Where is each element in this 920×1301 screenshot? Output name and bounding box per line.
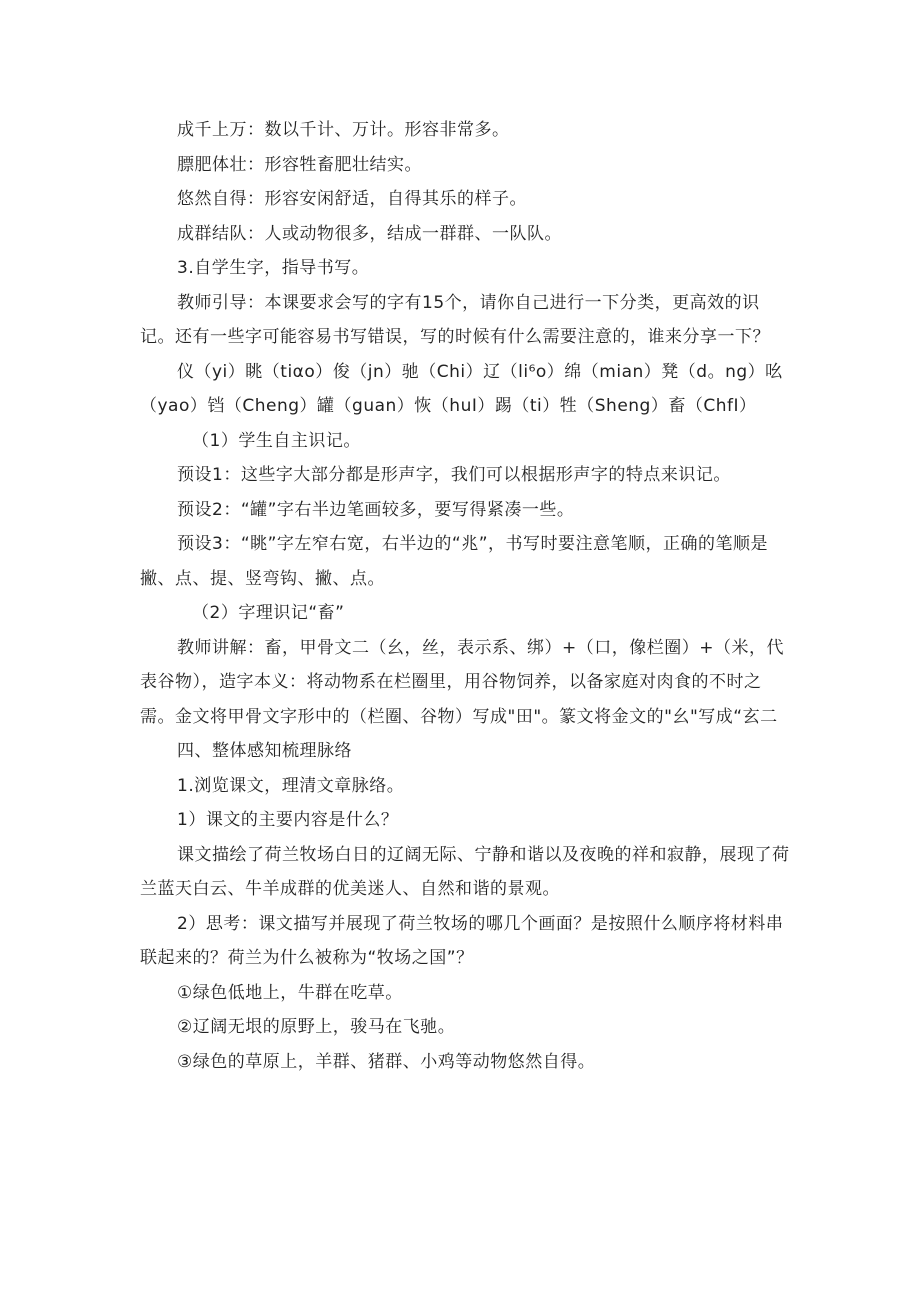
paragraph-preset-2: 预设2：“罐”字右半边笔画较多，要写得紧凑一些。 bbox=[177, 499, 575, 520]
paragraph-preset-3: 预设3：“眺”字左窄右宽，右半边的“兆”，书写时要注意笔顺，正确的笔顺是撇、点、提、竖弯钩、撇、点。 bbox=[140, 534, 769, 589]
paragraph-idiom-4: 成群结队：人或动物很多，结成一群群、一队队。 bbox=[177, 223, 562, 244]
question-2: 2）思考：课文描写并展现了荷兰牧场的哪几个画面？是按照什么顺序将材料串联起来的？荷兰为什么被称为“牧场之国”？ bbox=[140, 913, 784, 968]
subheading-self-study: （1）学生自主识记。 bbox=[192, 430, 361, 451]
paragraph-preset-1: 预设1：这些字大部分都是形声字，我们可以根据形声字的特点来识记。 bbox=[177, 465, 731, 485]
paragraph-character-list: 仪（yi）眺（tiαo）俊（jn）驰（Chi）辽（li⁶o）绵（mian）凳（d。ng）吆（yao）铛（Cheng）罐（guan）恢（huI）踢（ti）牲（Sheng）畜（ChfI） bbox=[140, 361, 783, 416]
paragraph-idiom-3: 悠然自得：形容安闲舒适，自得其乐的样子。 bbox=[177, 189, 527, 209]
section-heading-4: 四、整体感知梳理脉络 bbox=[177, 741, 352, 761]
paragraph-idiom-1: 成千上万：数以千计、万计。形容非常多。 bbox=[177, 120, 510, 140]
paragraph-answer-1: 课文描绘了荷兰牧场白日的辽阔无际、宁静和谐以及夜晚的祥和寂静，展现了荷兰蓝天白云、牛羊成群的优美迷人、自然和谐的景观。 bbox=[140, 844, 790, 899]
list-item-1: ①绿色低地上，牛群在吃草。 bbox=[177, 982, 403, 1003]
paragraph-teacher-guide: 教师引导：本课要求会写的字有15个，请你自己进行一下分类，更高效的识记。还有一些字可能容易书写错误，写的时候有什么需要注意的，谁来分享一下？ bbox=[140, 292, 770, 347]
list-item-2: ②辽阔无垠的原野上，骏马在飞驰。 bbox=[177, 1017, 456, 1037]
document-body bbox=[140, 113, 790, 1079]
list-item-3: ③绿色的草原上，羊群、猪群、小鸡等动物悠然自得。 bbox=[177, 1051, 596, 1072]
paragraph-idiom-2: 膘肥体壮：形容牲畜肥壮结实。 bbox=[177, 154, 422, 175]
subheading-character-logic: （2）字理识记“畜” bbox=[192, 603, 345, 623]
paragraph-teacher-explain: 教师讲解：畜，甲骨文二（幺，丝，表示系、绑）+（口，像栏圈）+（米，代表谷物），造字本义：将动物系在栏圈里，用谷物饲养，以备家庭对肉食的不时之需。金文将甲骨文字形中的（栏圈、谷物）写成"田"。篆文将金文的"幺"写成“玄二 bbox=[140, 637, 784, 727]
heading-step-3: 3.自学生字，指导书写。 bbox=[177, 258, 370, 278]
heading-step-1: 1.浏览课文，理清文章脉络。 bbox=[177, 775, 405, 796]
question-1: 1）课文的主要内容是什么？ bbox=[177, 810, 399, 830]
